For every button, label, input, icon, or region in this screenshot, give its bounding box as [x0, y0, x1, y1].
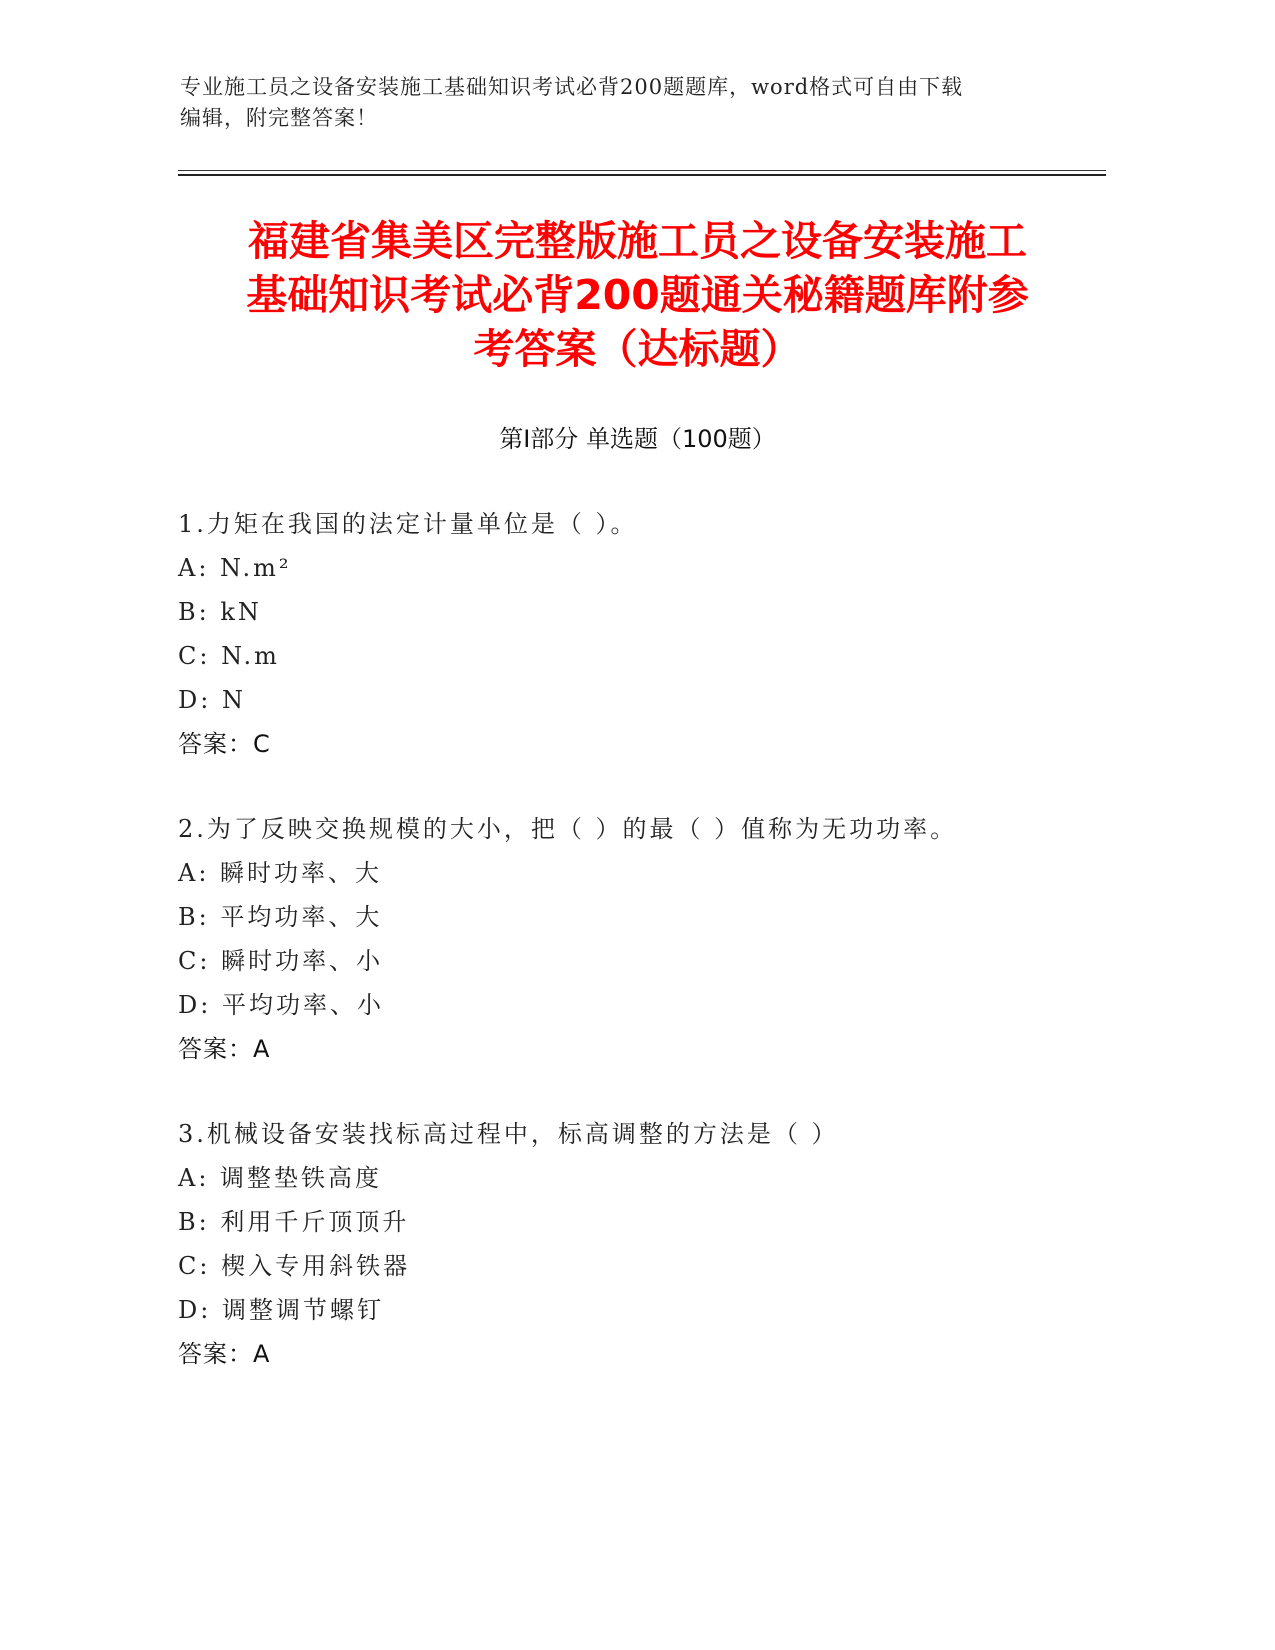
option-b: B: 平均功率、大: [178, 903, 383, 931]
option-a: A: 调整垫铁高度: [178, 1164, 383, 1192]
option-b: B: 利用千斤顶顶升: [178, 1208, 410, 1236]
header-note-line-2: 编辑，附完整答案！: [180, 106, 378, 130]
option-c: C: 楔入专用斜铁器: [178, 1252, 411, 1280]
option-a: A: 瞬时功率、大: [178, 859, 383, 887]
option-d: D: 平均功率、小: [178, 991, 384, 1019]
question-stem: 3.机械设备安装找标高过程中，标高调整的方法是（ ）: [178, 1120, 839, 1148]
option-a: A: N.m²: [178, 554, 292, 582]
document-title: [150, 214, 1125, 376]
option-b: B: kN: [178, 598, 262, 626]
section-heading: 第Ⅰ部分 单选题（100题）: [499, 425, 776, 453]
title-line-1: 福建省集美区完整版施工员之设备安装施工: [248, 217, 1027, 265]
header-note-line-1: 专业施工员之设备安装施工基础知识考试必背200题题库，word格式可自由下载: [180, 75, 964, 99]
question-1: [178, 502, 1078, 766]
option-c: C: 瞬时功率、小: [178, 947, 384, 975]
answer-text: 答案：C: [178, 730, 271, 758]
header-rule-thin: [178, 170, 1106, 171]
header-note: [180, 72, 1040, 134]
option-d: D: 调整调节螺钉: [178, 1296, 384, 1324]
question-stem: 2.为了反映交换规模的大小，把（ ）的最（ ）值称为无功功率。: [178, 815, 958, 843]
header-rule-thick: [178, 174, 1106, 176]
question-3: [178, 1112, 1078, 1376]
title-line-3: 考答案（达标题）: [473, 325, 802, 373]
title-line-2: 基础知识考试必背200题通关秘籍题库附参: [246, 271, 1029, 319]
answer-text: 答案：A: [178, 1035, 271, 1063]
option-d: D: N: [178, 686, 246, 714]
question-2: [178, 807, 1078, 1071]
option-c: C: N.m: [178, 642, 280, 670]
answer-text: 答案：A: [178, 1340, 271, 1368]
question-stem: 1.力矩在我国的法定计量单位是（ ）。: [178, 510, 638, 538]
